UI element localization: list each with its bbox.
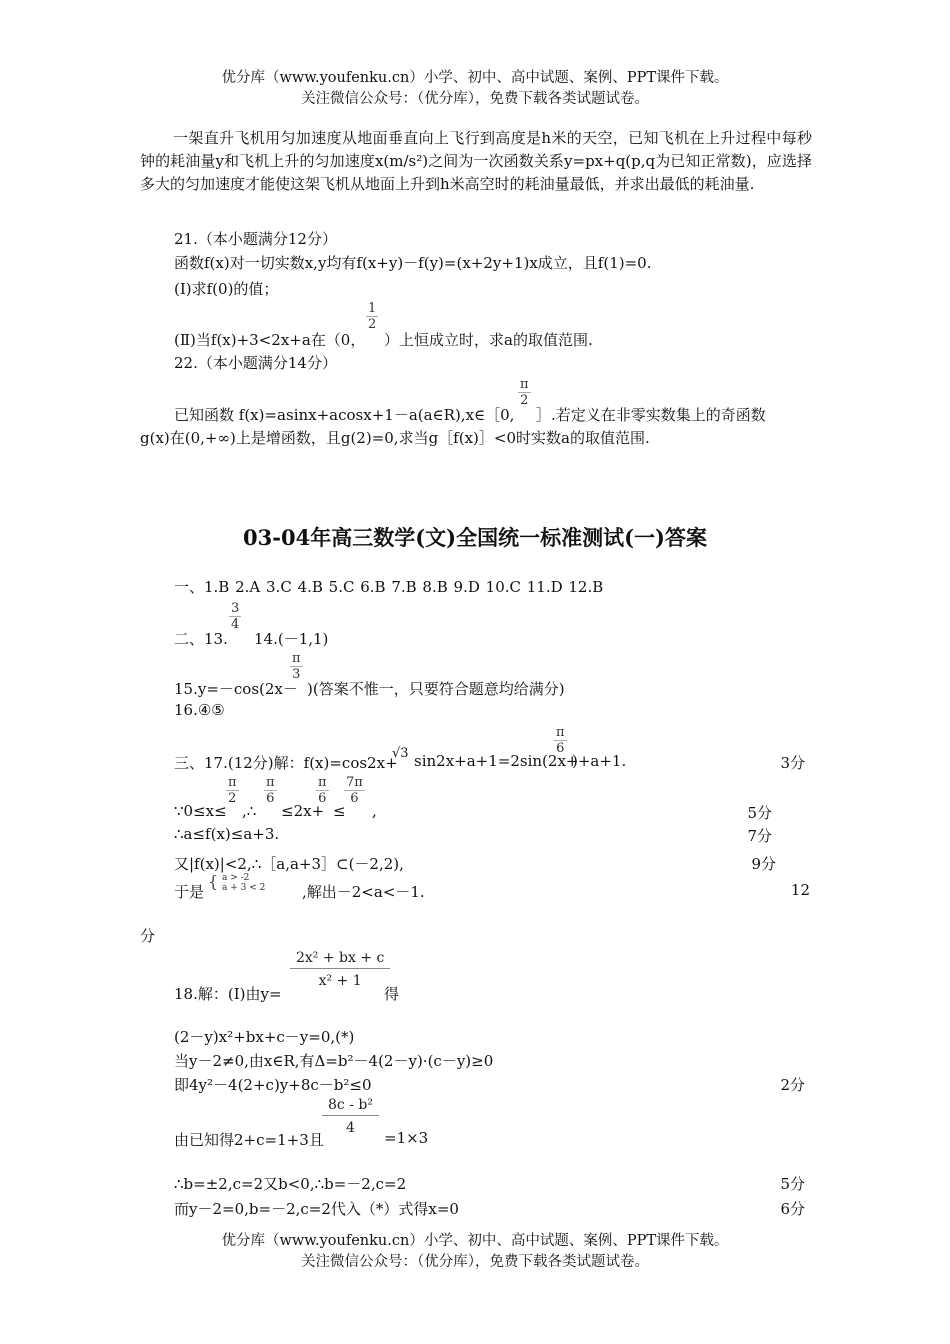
- q18-line5-a: 由已知得2+c=1+3且: [174, 1131, 324, 1149]
- q17-line3: ∴a≤f(x)≤a+3.: [174, 825, 280, 843]
- answers-part2-a: 二、13.: [174, 630, 228, 648]
- q17-system-eq1: a > -2: [222, 873, 250, 883]
- footer-line-2: 关注微信公众号：（优分库），免费下载各类试题试卷。: [301, 1254, 649, 1270]
- q22-fraction: [518, 377, 531, 408]
- q21-part2-b: ）上恒成立时，求a的取值范围.: [384, 331, 593, 349]
- q17-score-5: 5分: [747, 804, 772, 822]
- q18-line7: 而y－2=0,b=－2,c=2代入（*）式得x=0: [174, 1200, 459, 1218]
- q17-line2-d: ≤: [333, 802, 346, 820]
- q18-frac-num: 2x² + bx + c: [290, 950, 390, 969]
- q18-fraction-condition: [322, 1097, 379, 1136]
- q21-heading: 21.（本小题满分12分）: [174, 230, 337, 248]
- q17-line5-a: 于是: [174, 883, 205, 901]
- q18-score-6: 6分: [780, 1200, 805, 1218]
- q22-heading: 22.（本小题满分14分）: [174, 354, 337, 372]
- q21-stem: 函数f(x)对一切实数x,y均有f(x+y)－f(y)=(x+2y+1)x成立，且f(1)=0.: [174, 254, 652, 272]
- q17-frac-num: π: [228, 775, 237, 790]
- q18-fraction-y: [290, 950, 390, 989]
- q18-frac2-den: 4: [346, 1120, 355, 1136]
- q17-frac-pi6-b: [264, 775, 277, 806]
- q17-score-9: 9分: [751, 855, 776, 873]
- q17-frac-pi2: [226, 775, 239, 806]
- q17-frac-num: π: [318, 775, 327, 790]
- q18-line5-b: =1×3: [384, 1129, 429, 1147]
- answer15-frac-num: π: [292, 651, 301, 666]
- q17-sqrt3: √3: [392, 746, 409, 761]
- q17-line1-a: 三、17.(12分)解：f(x)=cos2x+: [174, 754, 398, 772]
- answers-part2-b: 14.(－1,1): [254, 630, 329, 648]
- q17-frac-den: 6: [318, 791, 327, 806]
- q21-part1: (Ⅰ)求f(0)的值；: [174, 280, 279, 298]
- q17-frac-pi6-a: [554, 725, 567, 756]
- q21-frac-den: 2: [368, 317, 377, 332]
- answer13-fraction: [229, 601, 241, 632]
- q18-line6: ∴b=±2,c=2又b<0,∴b=－2,c=2: [174, 1175, 407, 1193]
- q22-line1-b: ］.若定义在非零实数集上的奇函数: [536, 406, 766, 424]
- q18-line1-b: 得: [384, 985, 400, 1003]
- q17-line2-b: ,∴: [242, 802, 257, 820]
- q17-line2-e: ,: [372, 802, 377, 820]
- q18-line4: 即4y²－4(2+c)y+8c－b²≤0: [174, 1076, 372, 1094]
- header-line-2: 关注微信公众号：（优分库），免费下载各类试题试卷。: [301, 91, 649, 107]
- q17-system-brace: {: [208, 872, 219, 891]
- answers-multiple-choice: 一、1.B 2.A 3.C 4.B 5.C 6.B 7.B 8.B 9.D 10.C 11.D 12.B: [174, 578, 604, 596]
- q18-line3: 当y－2≠0,由x∈R,有Δ=b²－4(2－y)·(c－y)≥0: [174, 1052, 494, 1070]
- q21-frac-num: 1: [368, 301, 377, 316]
- q17-frac-den: 6: [350, 791, 359, 806]
- q22-line2: g(x)在(0,+∞)上是增函数，且g(2)=0,求当g［f(x)］<0时实数a的取值范围.: [140, 429, 650, 447]
- q22-frac-den: 2: [520, 393, 529, 408]
- answer15-b: )(答案不惟一，只要符合题意均给满分): [307, 680, 565, 698]
- q18-frac-den: x² + 1: [318, 973, 362, 989]
- q17-frac-num: 7π: [346, 775, 363, 790]
- q17-line2-c: ≤2x+: [281, 802, 325, 820]
- q17-frac-7pi6: [344, 775, 365, 806]
- q17-frac-den: 6: [556, 741, 565, 756]
- header-line-1: 优分库（www.youfenku.cn）小学、初中、高中试题、案例、PPT课件下载。: [221, 70, 729, 86]
- q17-system-eq2: a + 3 < 2: [222, 883, 266, 893]
- q17-line4: 又|f(x)|<2,∴［a,a+3］⊂(－2,2),: [174, 855, 404, 873]
- q17-score-12-unit: 分: [140, 927, 156, 945]
- q22-frac-num: π: [520, 377, 529, 392]
- q22-line1-a: 已知函数 f(x)=asinx+acosx+1－a(a∈R),x∈［0,: [174, 406, 515, 424]
- q17-frac-num: π: [556, 725, 565, 740]
- answer13-frac-num: 3: [231, 601, 240, 616]
- q18-line2: (2－y)x²+bx+c－y=0,(*): [174, 1028, 355, 1046]
- footer-line-1: 优分库（www.youfenku.cn）小学、初中、高中试题、案例、PPT课件下载。: [221, 1233, 729, 1249]
- q17-frac-den: 6: [266, 791, 275, 806]
- q18-score-2: 2分: [780, 1076, 805, 1094]
- answer-title: 03-04年高三数学(文)全国统一标准测试(一)答案: [243, 525, 707, 550]
- q17-frac-num: π: [266, 775, 275, 790]
- answer15-a: 15.y=－cos(2x－: [174, 680, 298, 698]
- answer15-frac-den: 3: [292, 667, 301, 682]
- answer15-fraction: [290, 651, 303, 682]
- q17-score-12: 12: [790, 881, 810, 899]
- q17-score-7: 7分: [747, 827, 772, 845]
- q18-score-5: 5分: [780, 1175, 805, 1193]
- q21-fraction: [366, 301, 378, 332]
- q17-line1-c: )+a+1.: [572, 752, 627, 770]
- answer13-frac-den: 4: [231, 617, 240, 632]
- q17-frac-den: 2: [228, 791, 237, 806]
- q18-line1-a: 18.解：(Ⅰ)由y=: [174, 985, 282, 1003]
- q17-line1-b: sin2x+a+1=2sin(2x+: [414, 752, 579, 770]
- q18-frac2-num: 8c - b²: [322, 1097, 379, 1116]
- q17-line5-b: ,解出－2<a<－1.: [302, 883, 425, 901]
- q20-text: 一架直升飞机用匀加速度从地面垂直向上飞行到高度是h米的天空，已知飞机在上升过程中每秒钟的耗油量y和飞机上升的匀加速度x(m/s²)之间为一次函数关系y=px+q(p,q为已知正常数)，应选择多大的匀加速度才能使这架飞机从地面上升到h米高空时的耗油量最低，并求出最低的耗油量.: [140, 129, 812, 193]
- q17-frac-pi6-c: [316, 775, 329, 806]
- q21-part2-a: (Ⅱ)当f(x)+3<2x+a在（0，: [174, 331, 366, 349]
- q17-score-3: 3分: [780, 754, 805, 772]
- answer16: 16.④⑤: [174, 701, 225, 719]
- q17-line2-a: ∵0≤x≤: [174, 802, 227, 820]
